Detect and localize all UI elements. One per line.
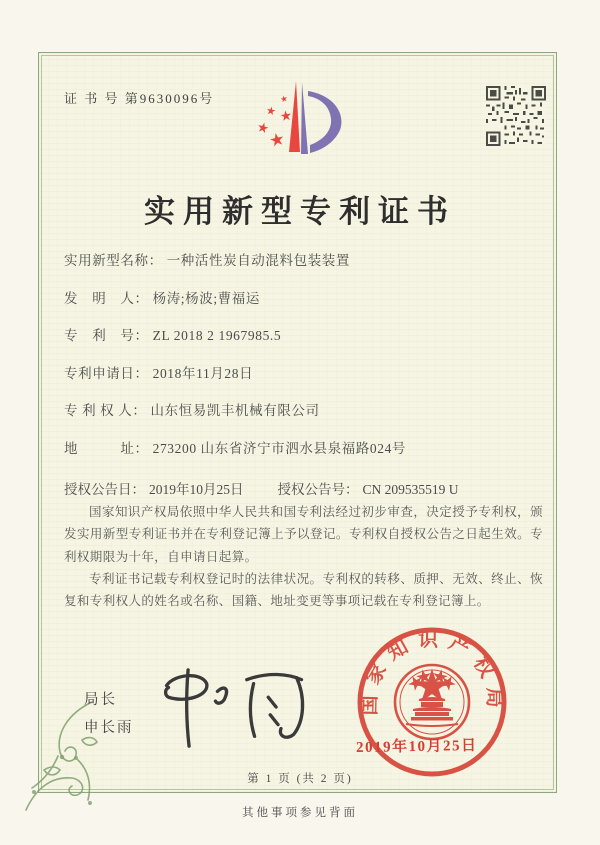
field-value: ZL 2018 2 1967985.5 bbox=[152, 328, 282, 343]
field-row-filing-date bbox=[64, 363, 544, 384]
field-label: 地 址： bbox=[64, 440, 149, 456]
certificate-number: 证 书 号 第9630096号 bbox=[64, 91, 215, 106]
grant-date-value: 2019年10月25日 bbox=[149, 481, 244, 497]
logo-p-bowl bbox=[308, 91, 341, 153]
page-number: 第 1 页 (共 2 页) bbox=[247, 773, 353, 785]
field-value: 一种活性炭自动混料包装装置 bbox=[166, 253, 351, 268]
seal-arc-text: 国家知识产权局 bbox=[358, 629, 506, 717]
field-label: 实用新型名称： bbox=[64, 253, 163, 268]
logo-purple-wedge bbox=[301, 82, 308, 154]
field-label: 专利申请日： bbox=[64, 365, 149, 381]
signer-name: 申长雨 bbox=[84, 720, 134, 736]
official-seal bbox=[347, 617, 517, 787]
national-emblem bbox=[395, 665, 469, 739]
field-row-patentee bbox=[64, 400, 544, 421]
legal-text bbox=[64, 501, 543, 612]
field-value: 273200 山东省济宁市泗水县泉福路024号 bbox=[152, 440, 407, 456]
legal-paragraph-2: 专利证书记载专利权登记时的法律状况。专利权的转移、质押、无效、终止、恢复和专利权人的姓名或名称、国籍、地址变更等事项记载在专利登记簿上。 bbox=[64, 571, 543, 608]
signer-title: 局长 bbox=[84, 692, 117, 708]
director-signature bbox=[152, 664, 320, 752]
field-value: 2018年11月28日 bbox=[152, 365, 254, 381]
field-value: 杨涛;杨波;曹福运 bbox=[152, 290, 261, 306]
cnipa-logo bbox=[233, 68, 373, 180]
back-side-note: 其他事项参见背面 bbox=[242, 807, 358, 819]
logo-red-wedge bbox=[289, 81, 300, 152]
field-label: 专 利 权 人： bbox=[64, 403, 147, 418]
legal-paragraph-1: 国家知识产权局依照中华人民共和国专利法经过初步审查，决定授予专利权，颁发实用新型专利证书并在专利登记簿上予以登记。专利权自授权公告之日起生效。专利权期限为十年，自申请日起算。 bbox=[64, 505, 543, 564]
logo-stars bbox=[257, 95, 292, 147]
grant-number-group bbox=[278, 478, 459, 498]
field-label: 专 利 号： bbox=[64, 328, 149, 343]
field-value: 山东恒易凯丰机械有限公司 bbox=[150, 403, 320, 418]
grant-date-group bbox=[64, 478, 244, 498]
grant-row bbox=[64, 478, 544, 498]
field-list bbox=[64, 250, 544, 498]
field-row-name bbox=[64, 250, 544, 271]
grant-number-label: 授权公告号： bbox=[277, 481, 359, 497]
field-row-inventors bbox=[64, 288, 544, 309]
field-row-address bbox=[64, 438, 544, 459]
qr-code bbox=[486, 86, 546, 146]
field-row-patent-number bbox=[64, 325, 544, 346]
certificate-title: 实用新型专利证书 bbox=[144, 194, 456, 229]
grant-date-label: 授权公告日： bbox=[64, 481, 145, 497]
signer-block bbox=[84, 686, 134, 742]
seal-date: 2019年10月25日 bbox=[355, 737, 478, 757]
field-label: 发 明 人： bbox=[64, 290, 149, 306]
grant-number-value: CN 209535519 U bbox=[362, 481, 459, 497]
